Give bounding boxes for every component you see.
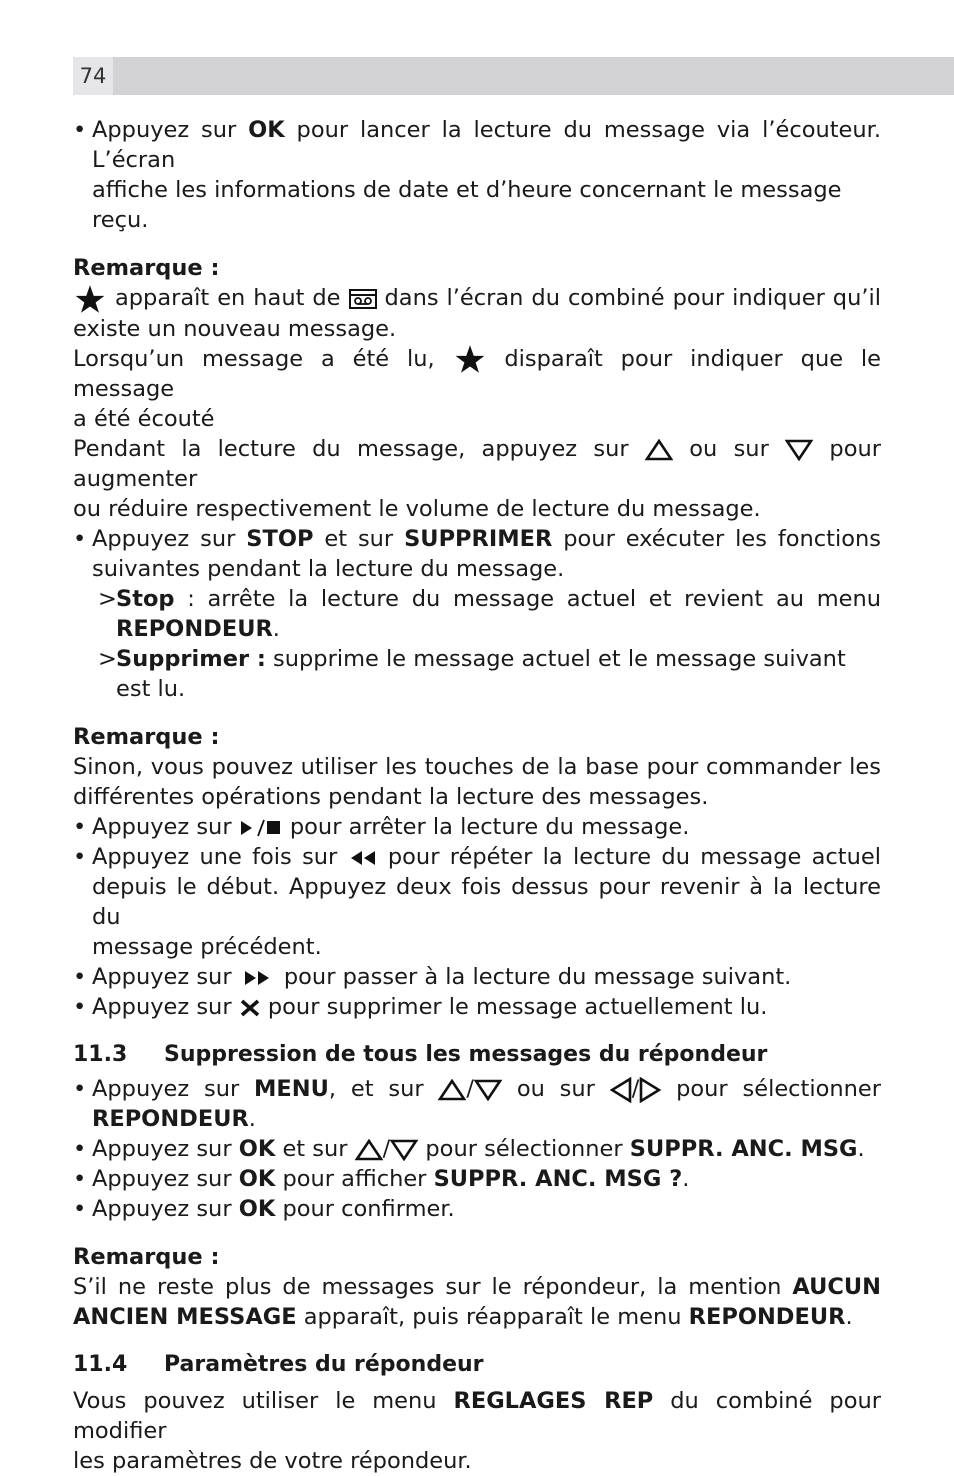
down-triangle-icon (474, 1079, 502, 1101)
section-11-4: Vous pouvez utiliser le menu REGLAGES REP du combiné pour modifier les paramètres de votre répondeur. (73, 1388, 881, 1474)
delete-x-icon (239, 999, 261, 1017)
star-icon (73, 284, 107, 314)
sub-list-item: > Supprimer : supprime le message actuel et le message suivant est lu. (73, 644, 881, 704)
note-2: Remarque : Sinon, vous pouvez utiliser les touches de la base pour commander les différentes opérations pendant la lecture des messages. • Appuyez sur pour arrêter la lecture du message. • Appuyez une fois sur pour répéter la lecture du message actuel depuis le début. Appuyez deux fois dessus pour revenir à la lecture du message précédent. • Appuyez sur pour passer à la lecture du message suivant. • Appuyez sur pour supprimer le message actuellement lu. (73, 722, 881, 1022)
section-11-3 (73, 1074, 881, 1224)
list-item: • Appuyez sur pour arrêter la lecture du message. (73, 812, 881, 842)
list-item: • Appuyez sur OK pour lancer la lecture du message via l’écouteur. L’écran affiche les informations de date et d’heure concernant le message reçu. (73, 115, 881, 235)
section-heading: 11.3 Suppression de tous les messages du répondeur (73, 1042, 768, 1067)
star-icon (453, 344, 487, 374)
page-number: 74 (73, 57, 113, 95)
up-triangle-icon (355, 1139, 383, 1161)
list-item: • Appuyez sur pour supprimer le message actuellement lu. (73, 992, 881, 1022)
list-item: • Appuyez une fois sur pour répéter la lecture du message actuel depuis le début. Appuyez deux fois dessus pour revenir à la lecture du message précédent. (73, 842, 881, 962)
page-content (73, 115, 881, 1476)
note-3: Remarque : S’il ne reste plus de messages sur le répondeur, la mention AUCUN ANCIEN MESSAGE apparaît, puis réapparaît le menu REPONDEUR. (73, 1244, 881, 1330)
page-header-bar (73, 57, 954, 95)
left-triangle-icon (610, 1077, 632, 1103)
list-item: • Appuyez sur OK pour confirmer. (73, 1194, 881, 1224)
sub-list-item: > Stop : arrête la lecture du message actuel et revient au menu REPONDEUR. (73, 584, 881, 644)
list-item: • Appuyez sur OK pour afficher SUPPR. ANC. MSG ?. (73, 1164, 881, 1194)
list-item: • Appuyez sur MENU, et sur / ou sur / pour sélectionner REPONDEUR. (73, 1074, 881, 1134)
note-title: Remarque : (73, 1244, 220, 1270)
voicemail-icon (349, 289, 377, 309)
up-triangle-icon (438, 1079, 466, 1101)
list-item: • Appuyez sur OK et sur / pour sélectionner SUPPR. ANC. MSG. (73, 1134, 881, 1164)
list-item: • Appuyez sur pour passer à la lecture du message suivant. (73, 962, 881, 992)
right-triangle-icon (639, 1077, 661, 1103)
up-triangle-icon (645, 439, 673, 461)
down-triangle-icon (390, 1139, 418, 1161)
section-heading: 11.4 Paramètres du répondeur (73, 1352, 484, 1377)
down-triangle-icon (785, 439, 813, 461)
note-title: Remarque : (73, 724, 220, 750)
play-stop-icon (239, 819, 283, 837)
rewind-icon (348, 850, 378, 866)
list-item: • Appuyez sur STOP et sur SUPPRIMER pour exécuter les fonctions suivantes pendant la lecture du message. (73, 524, 881, 584)
fast-forward-icon (239, 970, 277, 986)
note-title: Remarque : (73, 255, 220, 281)
note-1: Remarque : apparaît en haut de dans l’écran du combiné pour indiquer qu’il existe un nouveau message. Lorsqu’un message a été lu, disparaît pour indiquer que le message a été écouté Pendant la lecture du message, appuyez sur ou sur pour augmenter ou réduire respectivement le volume de lecture du message. (73, 255, 882, 522)
